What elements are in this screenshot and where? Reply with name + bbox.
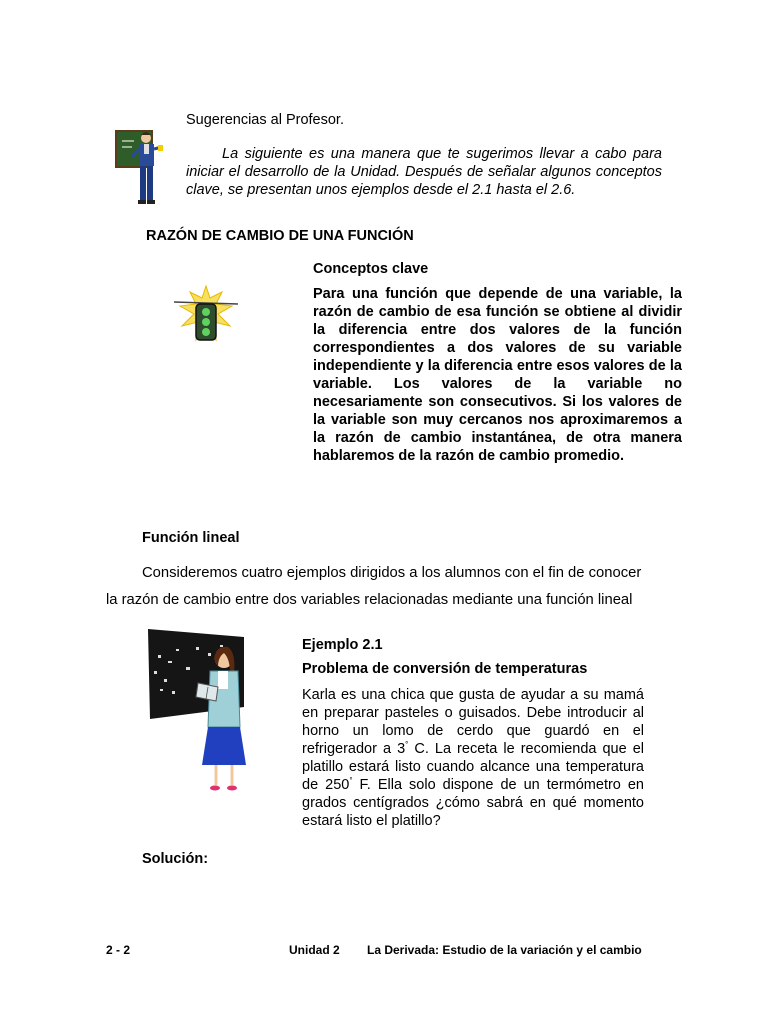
linear-intro-line-2: la razón de cambio entre dos variables relacionadas mediante una función lineal — [106, 592, 633, 608]
example-text-part-3: F. Ella solo dispone de un termómetro en grados centígrados ¿cómo sabrá en qué momento estará listo el platillo? — [302, 777, 644, 829]
teacher-illustration — [114, 127, 164, 207]
suggestions-heading: Sugerencias al Profesor. — [186, 112, 344, 128]
example-title: Problema de conversión de temperaturas — [302, 661, 588, 677]
section-title: RAZÓN DE CAMBIO DE UNA FUNCIÓN — [146, 228, 414, 244]
degree-symbol-2: ° — [349, 776, 353, 785]
key-concepts-body: Para una función que depende de una variable, la razón de cambio de esa función se obtiene al dividir la diferencia entre dos valores de la función correspondientes a dos valores de su variable independiente y la diferencia entre esos valores de la variable. Los valores de la variable no necesariamente son consecutivos. Si los valores de la variable son muy cercanos nos aproximaremos a la razón de cambio instantánea, de otra manera hablaremos de la razón de cambio promedio. — [313, 286, 682, 464]
example-number: Ejemplo 2.1 — [302, 637, 383, 653]
key-concepts-title: Conceptos clave — [313, 261, 429, 277]
footer-unit: Unidad 2 — [289, 943, 340, 957]
example-text-part-2: C. La receta le recomienda que el platillo estará listo cuando alcance una temperatura de 250 — [302, 741, 644, 793]
woman-blackboard-illustration — [146, 627, 246, 797]
traffic-light-icon — [174, 284, 238, 352]
example-text-part-1: Karla es una chica que gusta de ayudar a su mamá en preparar pasteles o guisados. Debe introducir al horno un lomo de cerdo que guardó en el refrigerador a 3 — [302, 687, 644, 757]
solution-label: Solución: — [142, 851, 209, 867]
degree-symbol-1: ° — [405, 740, 409, 749]
linear-function-title: Función lineal — [142, 530, 240, 546]
intro-paragraph: La siguiente es una manera que te sugerimos llevar a cabo para iniciar el desarrollo de la Unidad. Después de señalar algunos conceptos clave, se presentan unos ejemplos desde el 2.1 hasta el 2.6. — [186, 146, 662, 198]
footer-unit-title: La Derivada: Estudio de la variación y el cambio — [367, 943, 642, 957]
linear-intro-line-1: Consideremos cuatro ejemplos dirigidos a los alumnos con el fin de conocer — [142, 565, 642, 581]
example-problem-text — [302, 686, 644, 830]
footer-page-number: 2 - 2 — [106, 943, 131, 957]
